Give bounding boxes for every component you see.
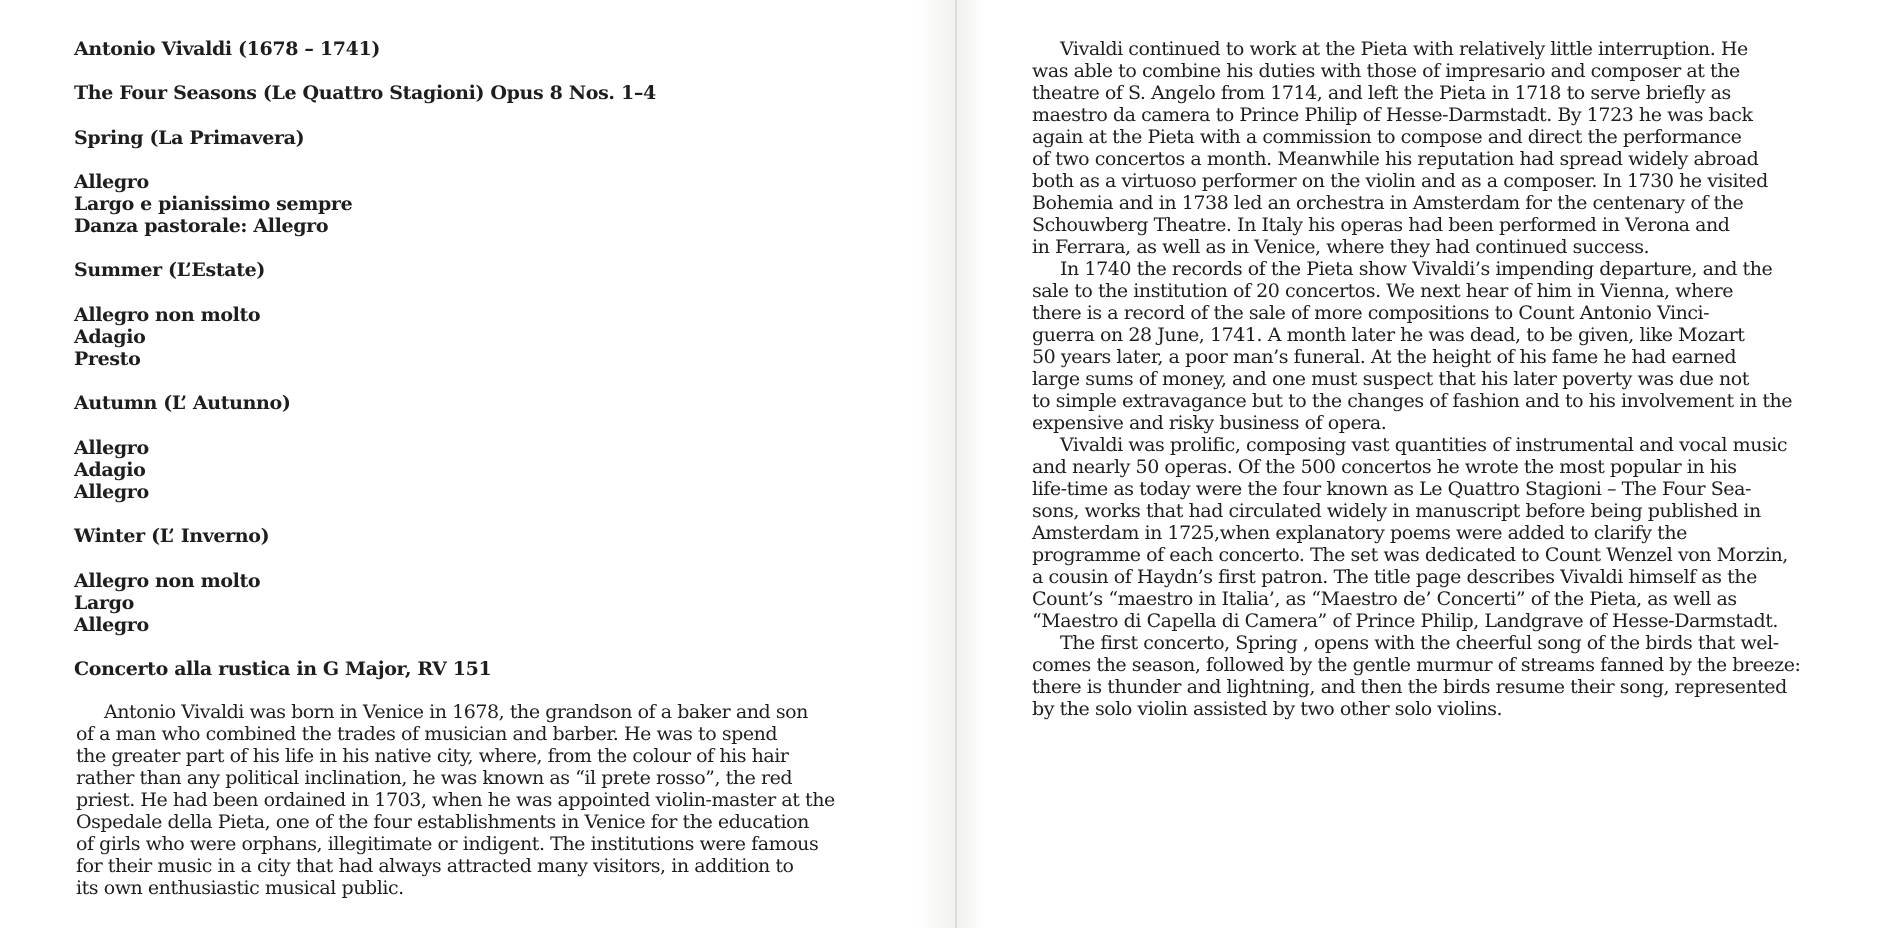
movement-list-winter: [74, 570, 260, 636]
text-line: sons, works that had circulated widely in manuscript before being published in: [1032, 500, 1761, 522]
movement-item: Largo: [74, 592, 134, 614]
season-title-winter: Winter (L’ Inverno): [74, 525, 270, 547]
text-line: of girls who were orphans, illegitimate or indigent. The institutions were famous: [76, 833, 819, 855]
text-line: and nearly 50 operas. Of the 500 concertos he wrote the most popular in his: [1032, 456, 1737, 478]
career-text: [1032, 38, 1800, 720]
movement-item: Danza pastorale: Allegro: [74, 215, 329, 237]
text-line: comes the season, followed by the gentle murmur of streams fanned by the breeze:: [1032, 654, 1801, 676]
text-line: priest. He had been ordained in 1703, when he was appointed violin-master at the: [76, 789, 835, 811]
text-line: Schouwberg Theatre. In Italy his operas had been performed in Verona and: [1032, 214, 1730, 236]
text-line: there is a record of the sale of more compositions to Count Antonio Vinci-: [1032, 302, 1710, 324]
movement-item: Allegro: [74, 171, 149, 193]
text-line: of a man who combined the trades of musician and barber. He was to spend: [76, 723, 778, 745]
movement-item: Allegro non molto: [74, 570, 261, 592]
text-line: Bohemia and in 1738 led an orchestra in Amsterdam for the centenary of the: [1032, 192, 1744, 214]
text-line: Antonio Vivaldi was born in Venice in 1678, the grandson of a baker and son: [104, 701, 808, 723]
text-line: the greater part of his life in his native city, where, from the colour of his hair: [76, 745, 789, 767]
biography-paragraph: [76, 701, 835, 899]
movement-item: Adagio: [74, 326, 146, 348]
text-line: of two concertos a month. Meanwhile his reputation had spread widely abroad: [1032, 148, 1759, 170]
text-line: “Maestro di Capella di Camera” of Prince Philip, Landgrave of Hesse-Darmstadt.: [1032, 610, 1778, 632]
text-line: Vivaldi continued to work at the Pieta with relatively little interruption. He: [1060, 38, 1748, 60]
text-line: life-time as today were the four known as Le Quattro Stagioni – The Four Sea-: [1032, 478, 1751, 500]
text-line: Amsterdam in 1725,when explanatory poems were added to clarify the: [1032, 522, 1687, 544]
season-title-autumn: Autumn (L’ Autunno): [74, 392, 291, 414]
text-line: maestro da camera to Prince Philip of Hesse-Darmstadt. By 1723 he was back: [1032, 104, 1753, 126]
movement-item: Adagio: [74, 459, 146, 481]
movement-item: Largo e pianissimo sempre: [74, 193, 353, 215]
text-line: theatre of S. Angelo from 1714, and left the Pieta in 1718 to serve briefly as: [1032, 82, 1731, 104]
text-line: Vivaldi was prolific, composing vast quantities of instrumental and vocal music: [1060, 434, 1788, 456]
composer-heading: Antonio Vivaldi (1678 – 1741): [74, 38, 380, 60]
text-line: was able to combine his duties with those of impresario and composer at the: [1032, 60, 1740, 82]
text-line: in Ferrara, as well as in Venice, where they had continued success.: [1032, 236, 1650, 258]
text-line: Ospedale della Pieta, one of the four establishments in Venice for the education: [76, 811, 809, 833]
text-line: both as a virtuoso performer on the violin and as a composer. In 1730 he visited: [1032, 170, 1768, 192]
text-line: sale to the institution of 20 concertos. We next hear of him in Vienna, where: [1032, 280, 1734, 302]
text-line: 50 years later, a poor man’s funeral. At the height of his fame he had earned: [1032, 346, 1737, 368]
text-line: programme of each concerto. The set was dedicated to Count Wenzel von Morzin,: [1032, 544, 1788, 566]
text-line: a cousin of Haydn’s first patron. The title page describes Vivaldi himself as the: [1032, 566, 1757, 588]
text-line: its own enthusiastic musical public.: [76, 877, 404, 899]
text-line: again at the Pieta with a commission to compose and direct the performance: [1032, 126, 1742, 148]
movement-list-spring: [74, 171, 352, 237]
text-line: for their music in a city that had always attracted many visitors, in addition to: [76, 855, 794, 877]
concerto-title: Concerto alla rustica in G Major, RV 151: [74, 658, 492, 680]
movement-item: Allegro: [74, 437, 149, 459]
movement-list-summer: [74, 304, 260, 370]
text-line: by the solo violin assisted by two other solo violins.: [1032, 698, 1503, 720]
text-line: guerra on 28 June, 1741. A month later he was dead, to be given, like Mozart: [1032, 324, 1745, 346]
text-line: Count’s “maestro in Italia’, as “Maestro de’ Concerti” of the Pieta, as well as: [1032, 588, 1737, 610]
text-line: to simple extravagance but to the changes of fashion and to his involvement in the: [1032, 390, 1793, 412]
text-line: In 1740 the records of the Pieta show Vivaldi’s impending departure, and the: [1060, 258, 1773, 280]
movement-item: Presto: [74, 348, 141, 370]
text-line: large sums of money, and one must suspect that his later poverty was due not: [1032, 368, 1749, 390]
movement-item: Allegro non molto: [74, 304, 261, 326]
text-line: there is thunder and lightning, and then the birds resume their song, represented: [1032, 676, 1787, 698]
season-title-summer: Summer (L’Estate): [74, 259, 266, 281]
text-line: expensive and risky business of opera.: [1032, 412, 1387, 434]
movement-list-autumn: [74, 437, 149, 503]
season-title-spring: Spring (La Primavera): [74, 127, 305, 149]
movement-item: Allegro: [74, 481, 149, 503]
text-line: The first concerto, Spring , opens with the cheerful song of the birds that wel-: [1060, 632, 1779, 654]
work-title: The Four Seasons (Le Quattro Stagioni) Opus 8 Nos. 1–4: [74, 82, 656, 104]
text-line: rather than any political inclination, he was known as “il prete rosso”, the red: [76, 767, 793, 789]
movement-item: Allegro: [74, 614, 149, 636]
